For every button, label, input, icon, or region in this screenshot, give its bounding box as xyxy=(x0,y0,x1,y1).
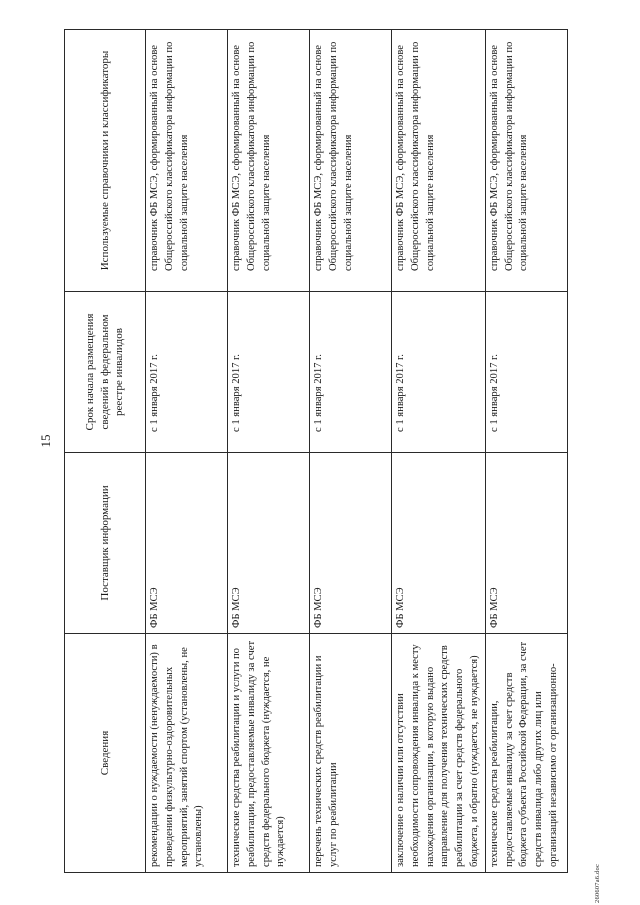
table-row xyxy=(228,30,310,873)
cell-info: перечень технических средств реабилитации и услуг по реабилитации xyxy=(310,634,392,873)
table-row xyxy=(392,30,486,873)
cell-info: технические средства реабилитации, предоставляемые инвалиду за счет средств бюджета субъекта Российской Федерации, за счет средств инвалида либо других лиц или организаций независимо от организационно- xyxy=(485,634,567,873)
cell-info: заключение о наличии или отсутствии необходимости сопровождения инвалида к месту нахождения организации, в которую выдано направление для получения технических средств реабилитации за счет средств федерального бюджета, и обратно (нуждается, не нуждается) xyxy=(392,634,486,873)
table-row xyxy=(310,30,392,873)
cell-info: рекомендации о нуждаемости (ненуждаемости) в проведении физкультурно-оздоровительных мероприятий, занятий спортом (установлены, не установлены) xyxy=(146,634,228,873)
cell-start-date: с 1 января 2017 г. xyxy=(228,292,310,453)
cell-classifier: справочник ФБ МСЭ, сформированный на основе Общероссийского классификатора информации по социальной защите населения xyxy=(310,30,392,292)
cell-info: технические средства реабилитации и услуги по реабилитации, предоставляемые инвалиду за счет средств федерального бюджета (нуждается, не нуждается) xyxy=(228,634,310,873)
cell-provider: ФБ МСЭ xyxy=(392,453,486,634)
header-provider: Поставщик информации xyxy=(65,453,146,634)
registry-table xyxy=(64,30,560,873)
cell-classifier: справочник ФБ МСЭ, сформированный на основе Общероссийского классификатора информации по социальной защите населения xyxy=(146,30,228,292)
cell-provider: ФБ МСЭ xyxy=(146,453,228,634)
cell-classifier: справочник ФБ МСЭ, сформированный на основе Общероссийского классификатора информации по социальной защите населения xyxy=(392,30,486,292)
header-start-date: Срок начала размещения сведений в федеральном реестре инвалидов xyxy=(65,292,146,453)
table-header-row xyxy=(65,30,146,873)
cell-provider: ФБ МСЭ xyxy=(228,453,310,634)
cell-classifier: справочник ФБ МСЭ, сформированный на основе Общероссийского классификатора информации по социальной защите населения xyxy=(485,30,567,292)
table-row xyxy=(146,30,228,873)
table-row xyxy=(485,30,567,873)
cell-start-date: с 1 января 2017 г. xyxy=(485,292,567,453)
header-info: Сведения xyxy=(65,634,146,873)
footer-document-code: 260607a6.doc xyxy=(594,863,601,903)
cell-start-date: с 1 января 2017 г. xyxy=(392,292,486,453)
cell-classifier: справочник ФБ МСЭ, сформированный на основе Общероссийского классификатора информации по социальной защите населения xyxy=(228,30,310,292)
cell-provider: ФБ МСЭ xyxy=(485,453,567,634)
cell-start-date: с 1 января 2017 г. xyxy=(310,292,392,453)
cell-start-date: с 1 января 2017 г. xyxy=(146,292,228,453)
header-classifiers: Используемые справочники и классификаторы xyxy=(65,30,146,292)
cell-provider: ФБ МСЭ xyxy=(310,453,392,634)
page-number: 15 xyxy=(38,434,53,448)
